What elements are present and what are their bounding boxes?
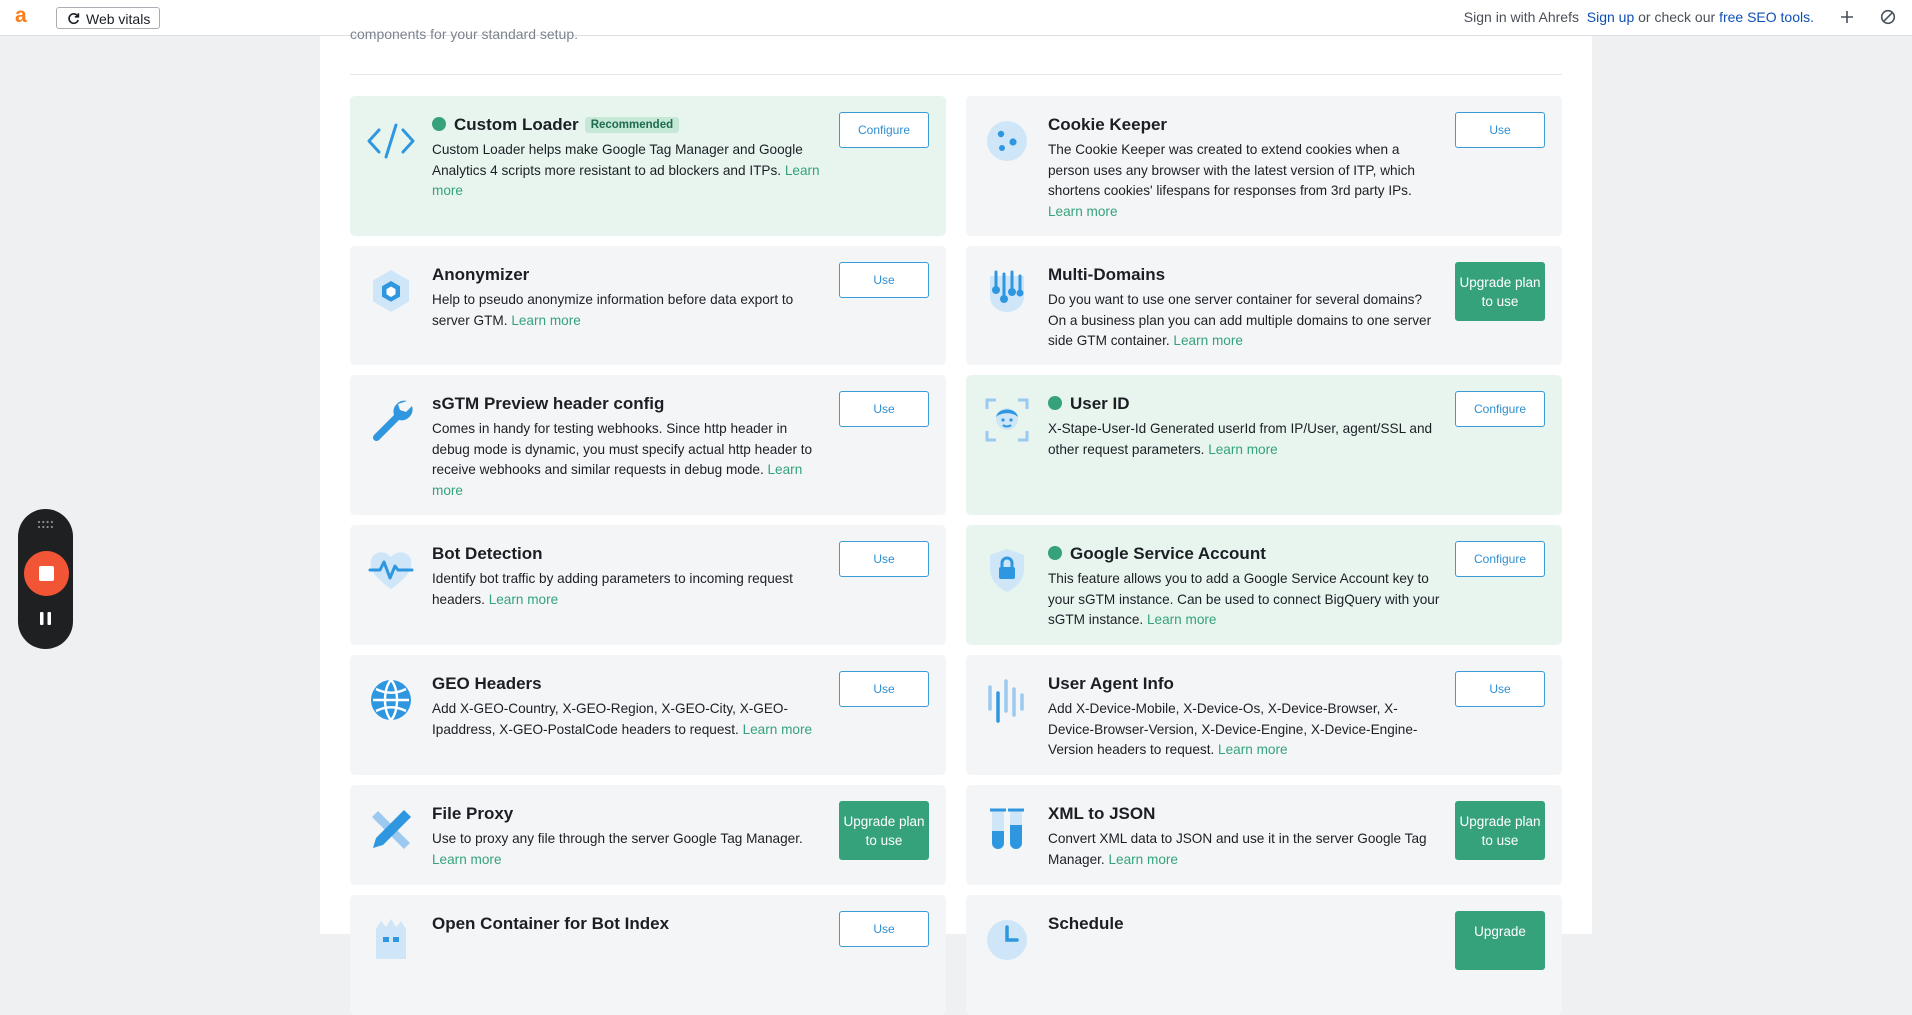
- pause-icon[interactable]: [39, 611, 52, 626]
- feature-title: [432, 674, 542, 694]
- feature-title-text: Schedule: [1048, 914, 1124, 933]
- feature-card-custom-loader: [350, 96, 946, 236]
- feature-card-user-id: [966, 375, 1562, 515]
- feature-card-file-proxy: [350, 785, 946, 885]
- feature-description: [1048, 569, 1442, 631]
- feature-description: [432, 699, 826, 740]
- shield-lock-icon: [982, 545, 1032, 595]
- feature-description: [1048, 290, 1442, 352]
- feature-card-open-container-for-bot-index: [350, 895, 946, 1015]
- feature-title: [432, 265, 529, 285]
- feature-card-cookie-keeper: [966, 96, 1562, 236]
- or-text: or check our: [1634, 9, 1720, 25]
- feature-description-text: The Cookie Keeper was created to extend cookies when a person uses any browser with the latest version of ITP, which shortens cookies' lifespans for responses from 3rd party IPs.: [1048, 142, 1415, 198]
- stop-recording-button[interactable]: [24, 551, 69, 596]
- test-tubes-icon: [982, 805, 1032, 855]
- disable-icon[interactable]: [1880, 9, 1896, 25]
- feature-description: [432, 829, 826, 870]
- drag-handle-icon[interactable]: [37, 520, 54, 530]
- feature-title: [432, 115, 679, 135]
- learn-more-link[interactable]: Learn more: [1048, 203, 1118, 219]
- intro-text: components for your standard setup.: [350, 26, 579, 42]
- feature-description-text: Use to proxy any file through the server Google Tag Manager.: [432, 831, 803, 846]
- feature-title-text: Multi-Domains: [1048, 265, 1166, 284]
- refresh-icon: [67, 12, 80, 25]
- feature-description-text: Convert XML data to JSON and use it in the server Google Tag Manager.: [1048, 831, 1427, 867]
- browser-toolbar: [0, 0, 1912, 36]
- feature-title: [1048, 674, 1174, 694]
- learn-more-link[interactable]: Learn more: [511, 312, 581, 328]
- use-button[interactable]: Use: [1455, 671, 1545, 707]
- feature-description: [432, 290, 826, 331]
- features-panel: [320, 26, 1592, 939]
- upgrade-button[interactable]: Upgrade plan to use: [1455, 262, 1545, 321]
- web-vitals-button[interactable]: [56, 7, 160, 29]
- wrench-icon: [366, 395, 416, 445]
- feature-title-text: Google Service Account: [1070, 544, 1266, 563]
- feature-description: [432, 419, 826, 501]
- bars-icon: [982, 675, 1032, 725]
- globe-icon: [366, 675, 416, 725]
- upgrade-button[interactable]: Upgrade plan to use: [839, 801, 929, 860]
- cookie-icon: [982, 116, 1032, 166]
- ahrefs-logo-icon[interactable]: a: [15, 4, 27, 27]
- feature-title-text: Anonymizer: [432, 265, 530, 284]
- feature-description: [432, 569, 826, 610]
- code-icon: [366, 116, 416, 166]
- feature-title-text: Cookie Keeper: [1048, 115, 1168, 134]
- free-seo-tools-link[interactable]: free SEO tools.: [1719, 9, 1814, 25]
- feature-title-text: sGTM Preview header config: [432, 394, 665, 413]
- learn-more-link[interactable]: Learn more: [432, 851, 502, 867]
- feature-title-text: XML to JSON: [1048, 804, 1156, 823]
- feature-title-text: User ID: [1070, 394, 1130, 413]
- feature-description-text: Do you want to use one server container for several domains? On a business plan you can add multiple domains to one server side GTM container.: [1048, 292, 1432, 348]
- feature-card-bot-detection: [350, 525, 946, 645]
- plus-icon[interactable]: [1838, 8, 1856, 26]
- feature-card-geo-headers: [350, 655, 946, 775]
- feature-description-text: Add X-GEO-Country, X-GEO-Region, X-GEO-City, X-GEO-Ipaddress, X-GEO-PostalCode headers to request.: [432, 701, 789, 737]
- learn-more-link[interactable]: Learn more: [1173, 333, 1243, 348]
- recording-widget: [18, 509, 73, 649]
- feature-title: [1048, 394, 1130, 414]
- signin-prompt: [1464, 9, 1814, 25]
- feature-title: [432, 394, 664, 414]
- use-button[interactable]: Use: [839, 541, 929, 577]
- recommended-badge: Recommended: [585, 117, 679, 133]
- use-button[interactable]: Use: [839, 391, 929, 427]
- web-vitals-label: Web vitals: [86, 11, 151, 27]
- use-button[interactable]: Use: [839, 262, 929, 298]
- feature-title-text: GEO Headers: [432, 674, 542, 693]
- configure-button[interactable]: Configure: [1455, 541, 1545, 577]
- feature-title: [1048, 115, 1167, 135]
- feature-card-user-agent-info: [966, 655, 1562, 775]
- feature-description: [1048, 140, 1442, 222]
- feature-description-text: Comes in handy for testing webhooks. Since http header in debug mode is dynamic, you must specify actual http header to receive webhooks and similar requests in debug mode.: [432, 421, 813, 477]
- hexagon-icon: [366, 266, 416, 316]
- feature-title: [1048, 804, 1155, 824]
- feature-description-text: This feature allows you to add a Google Service Account key to your sGTM instance. Can be used to connect BigQuery with your sGTM instance.: [1048, 571, 1440, 627]
- feature-card-schedule: [966, 895, 1562, 1015]
- use-button[interactable]: Use: [839, 671, 929, 707]
- learn-more-link[interactable]: Learn more: [432, 462, 803, 498]
- feature-description-text: Custom Loader helps make Google Tag Manager and Google Analytics 4 scripts more resistant to ad blockers and ITPs.: [432, 142, 803, 178]
- feature-card-xml-to-json: [966, 785, 1562, 885]
- use-button[interactable]: Use: [1455, 112, 1545, 148]
- feature-title: [1048, 914, 1124, 934]
- feature-title-text: File Proxy: [432, 804, 514, 823]
- feature-title-text: Open Container for Bot Index: [432, 914, 670, 933]
- learn-more-link[interactable]: Learn more: [1108, 851, 1178, 867]
- feature-title: [432, 544, 543, 564]
- learn-more-link[interactable]: Learn more: [1208, 441, 1278, 457]
- feature-description-text: Identify bot traffic by adding parameters to incoming request headers.: [432, 571, 793, 607]
- face-id-icon: [982, 395, 1032, 445]
- active-status-dot: [1048, 546, 1062, 560]
- feature-description-text: Help to pseudo anonymize information before data export to server GTM.: [432, 292, 794, 328]
- configure-button[interactable]: Configure: [1455, 391, 1545, 427]
- clock-icon: [982, 915, 1032, 965]
- feature-card-anonymizer: [350, 246, 946, 365]
- upgrade-button[interactable]: Upgrade plan to use: [1455, 801, 1545, 860]
- feature-title: [432, 804, 513, 824]
- feature-title: [1048, 544, 1266, 564]
- robot-icon: [366, 915, 416, 965]
- feature-card-multi-domains: [966, 246, 1562, 365]
- feature-description-text: Add X-Device-Mobile, X-Device-Os, X-Device-Browser, X-Device-Browser-Version, X-Device-Engine, X-Device-Engine-Version headers to request.: [1048, 701, 1418, 757]
- upgrade-button[interactable]: Upgrade: [1455, 911, 1545, 970]
- active-status-dot: [1048, 396, 1062, 410]
- feature-description-text: X-Stape-User-Id Generated userId from IP/User, agent/SSL and other request parameters.: [1048, 421, 1433, 457]
- feature-card-sgtm-preview-header-config: [350, 375, 946, 515]
- pencil-ruler-icon: [366, 805, 416, 855]
- learn-more-link[interactable]: Learn more: [1146, 612, 1217, 627]
- feature-description: [432, 140, 826, 202]
- feature-description: [1048, 829, 1442, 870]
- active-status-dot: [432, 117, 446, 131]
- feature-description: [1048, 699, 1442, 761]
- learn-more-link[interactable]: Learn more: [1218, 742, 1288, 757]
- feature-title-text: User Agent Info: [1048, 674, 1174, 693]
- configure-button[interactable]: Configure: [839, 112, 929, 148]
- feature-description: [1048, 419, 1442, 460]
- learn-more-link[interactable]: Learn more: [432, 162, 820, 198]
- learn-more-link[interactable]: Learn more: [742, 721, 813, 737]
- sign-in-text: Sign in with Ahrefs: [1463, 9, 1579, 25]
- feature-title: [1048, 265, 1165, 285]
- heartbeat-icon: [366, 545, 416, 595]
- feature-title-text: Bot Detection: [432, 544, 543, 563]
- sign-up-link[interactable]: Sign up: [1586, 9, 1635, 25]
- feature-card-google-service-account: [966, 525, 1562, 645]
- feature-title: [432, 914, 669, 934]
- divider: [350, 74, 1562, 75]
- use-button[interactable]: Use: [839, 911, 929, 947]
- stop-icon: [39, 566, 54, 581]
- feature-title-text: Custom Loader: [454, 115, 579, 134]
- learn-more-link[interactable]: Learn more: [488, 591, 559, 607]
- multi-domain-icon: [982, 266, 1032, 316]
